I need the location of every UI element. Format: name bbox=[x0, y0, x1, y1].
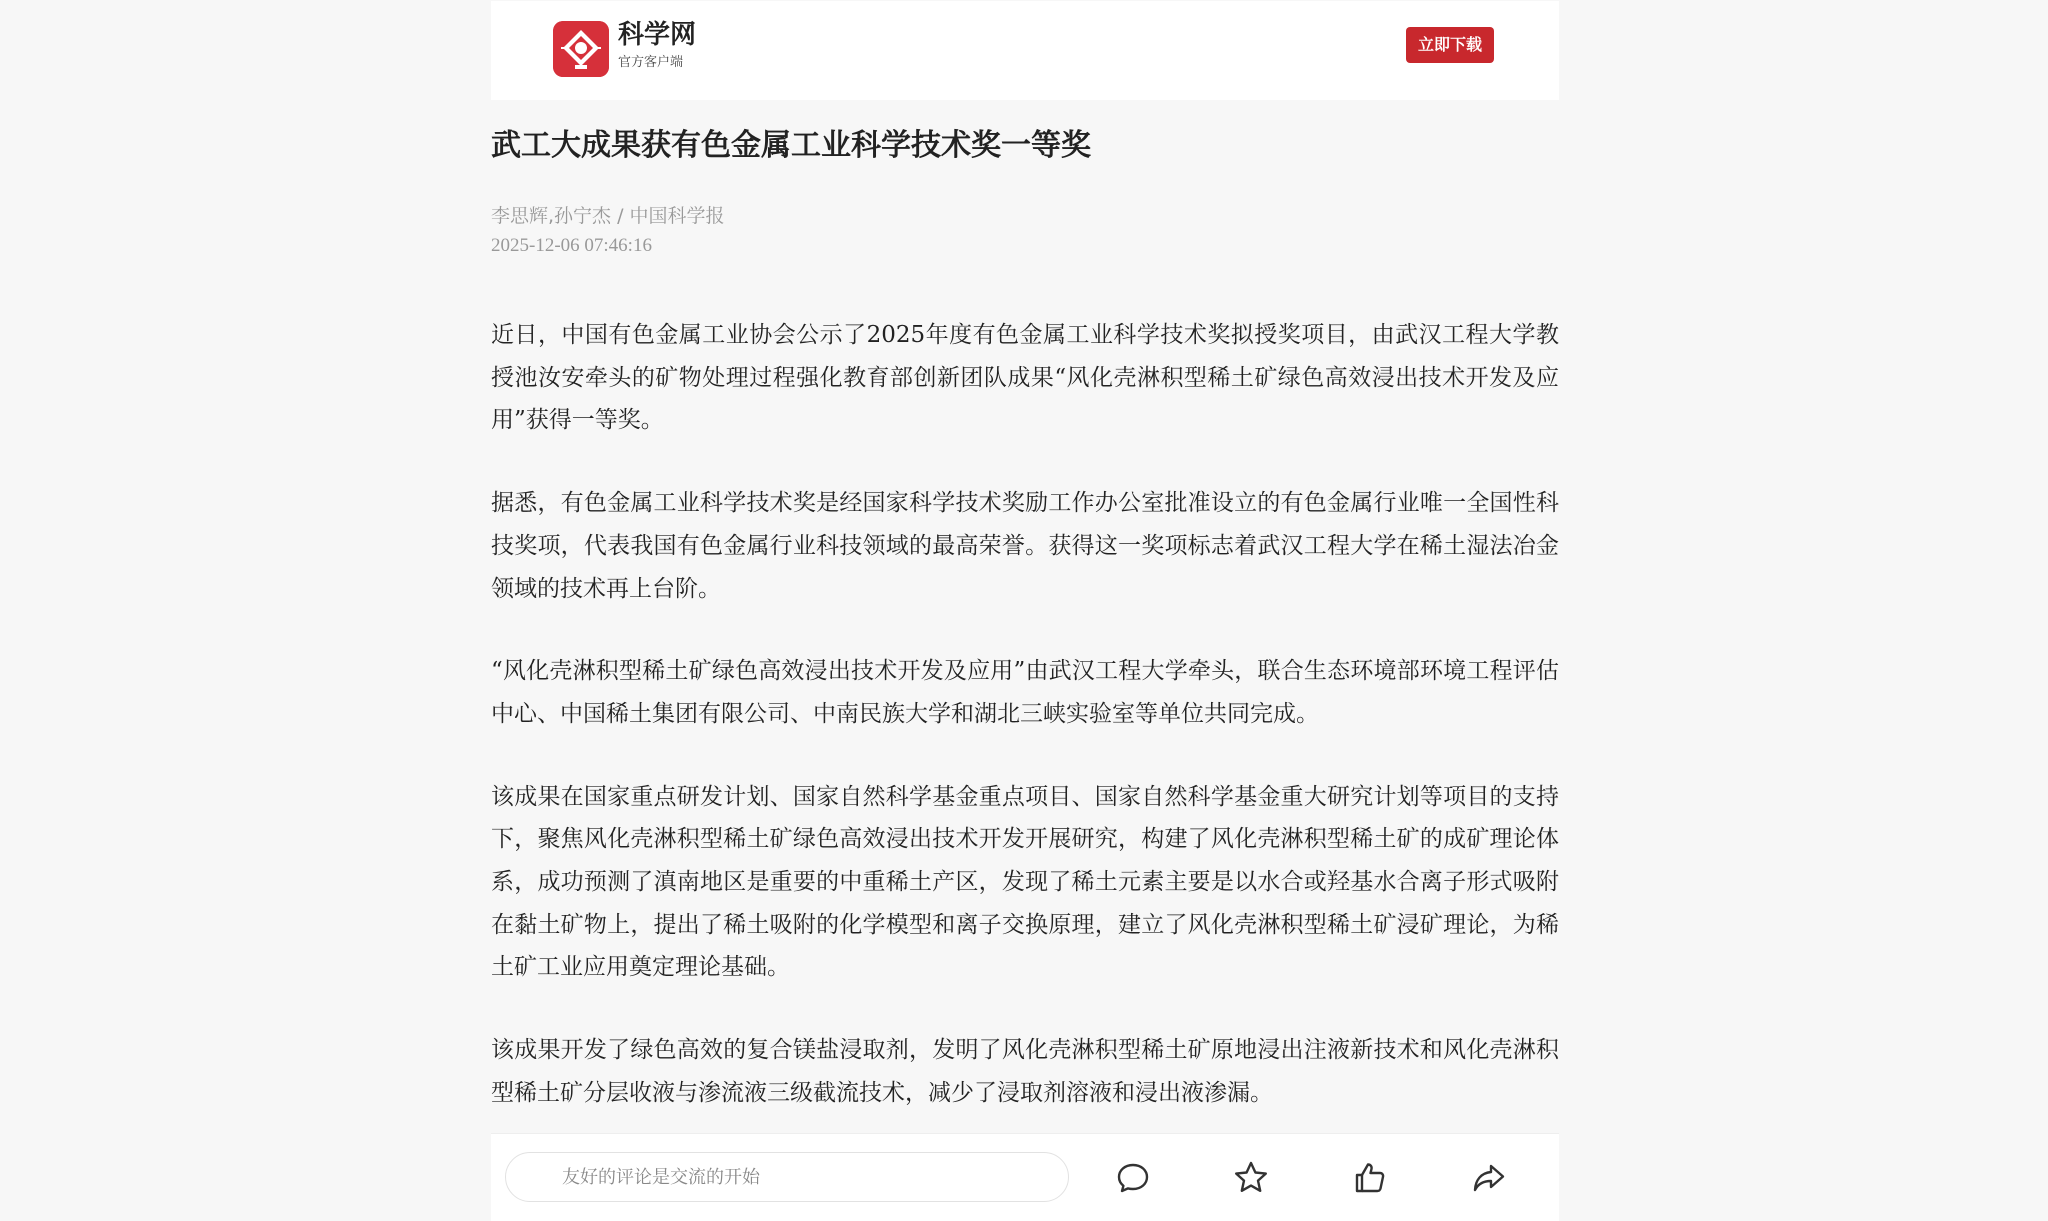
comment-input[interactable] bbox=[505, 1152, 1069, 1202]
article-paragraph: 近日，中国有色金属工业协会公示了2025年度有色金属工业科学技术奖拟授奖项目，由武汉工程大学教授池汝安牵头的矿物处理过程强化教育部创新团队成果“风化壳淋积型稀土矿绿色高效浸出技术开发及应用”获得一等奖。 bbox=[491, 322, 1559, 434]
share-icon[interactable] bbox=[1467, 1156, 1511, 1200]
thumbs-up-icon[interactable] bbox=[1348, 1156, 1392, 1200]
article-column bbox=[491, 0, 1559, 1221]
brand-name: 科学网 bbox=[618, 20, 697, 50]
kexuewang-logo-icon[interactable] bbox=[553, 21, 609, 77]
article-timestamp: 2025-12-06 07:46:16 bbox=[491, 235, 652, 256]
star-icon[interactable] bbox=[1229, 1156, 1273, 1200]
app-header bbox=[491, 1, 1559, 100]
article-paragraph: “风化壳淋积型稀土矿绿色高效浸出技术开发及应用”由武汉工程大学牵头，联合生态环境部环境工程评估中心、中国稀土集团有限公司、中南民族大学和湖北三峡实验室等单位共同完成。 bbox=[491, 658, 1559, 727]
comment-icon[interactable] bbox=[1111, 1156, 1155, 1200]
article-paragraph: 该成果开发了绿色高效的复合镁盐浸取剂，发明了风化壳淋积型稀土矿原地浸出注液新技术和风化壳淋积型稀土矿分层收液与渗流液三级截流技术，减少了浸取剂溶液和浸出液渗漏。 bbox=[491, 1037, 1559, 1106]
brand-subtitle: 官方客户端 bbox=[618, 55, 684, 70]
article-byline: 李思辉,孙宁杰 / 中国科学报 bbox=[491, 205, 725, 227]
article-paragraph: 据悉，有色金属工业科学技术奖是经国家科学技术奖励工作办公室批准设立的有色金属行业唯一全国性科技奖项，代表我国有色金属行业科技领域的最高荣誉。获得这一奖项标志着武汉工程大学在稀土湿法冶金领域的技术再上台阶。 bbox=[491, 490, 1559, 602]
download-app-button[interactable]: 立即下载 bbox=[1406, 27, 1494, 63]
comment-action-bar bbox=[491, 1133, 1559, 1221]
article-paragraph: 该成果在国家重点研发计划、国家自然科学基金重点项目、国家自然科学基金重大研究计划等项目的支持下，聚焦风化壳淋积型稀土矿绿色高效浸出技术开发开展研究，构建了风化壳淋积型稀土矿的成矿理论体系，成功预测了滇南地区是重要的中重稀土产区，发现了稀土元素主要是以水合或羟基水合离子形式吸附在黏土矿物上，提出了稀土吸附的化学模型和离子交换原理，建立了风化壳淋积型稀土矿浸矿理论，为稀土矿工业应用奠定理论基础。 bbox=[491, 783, 1559, 981]
article-title: 武工大成果获有色金属工业科学技术奖一等奖 bbox=[491, 128, 1091, 163]
article-body bbox=[491, 314, 1559, 1155]
